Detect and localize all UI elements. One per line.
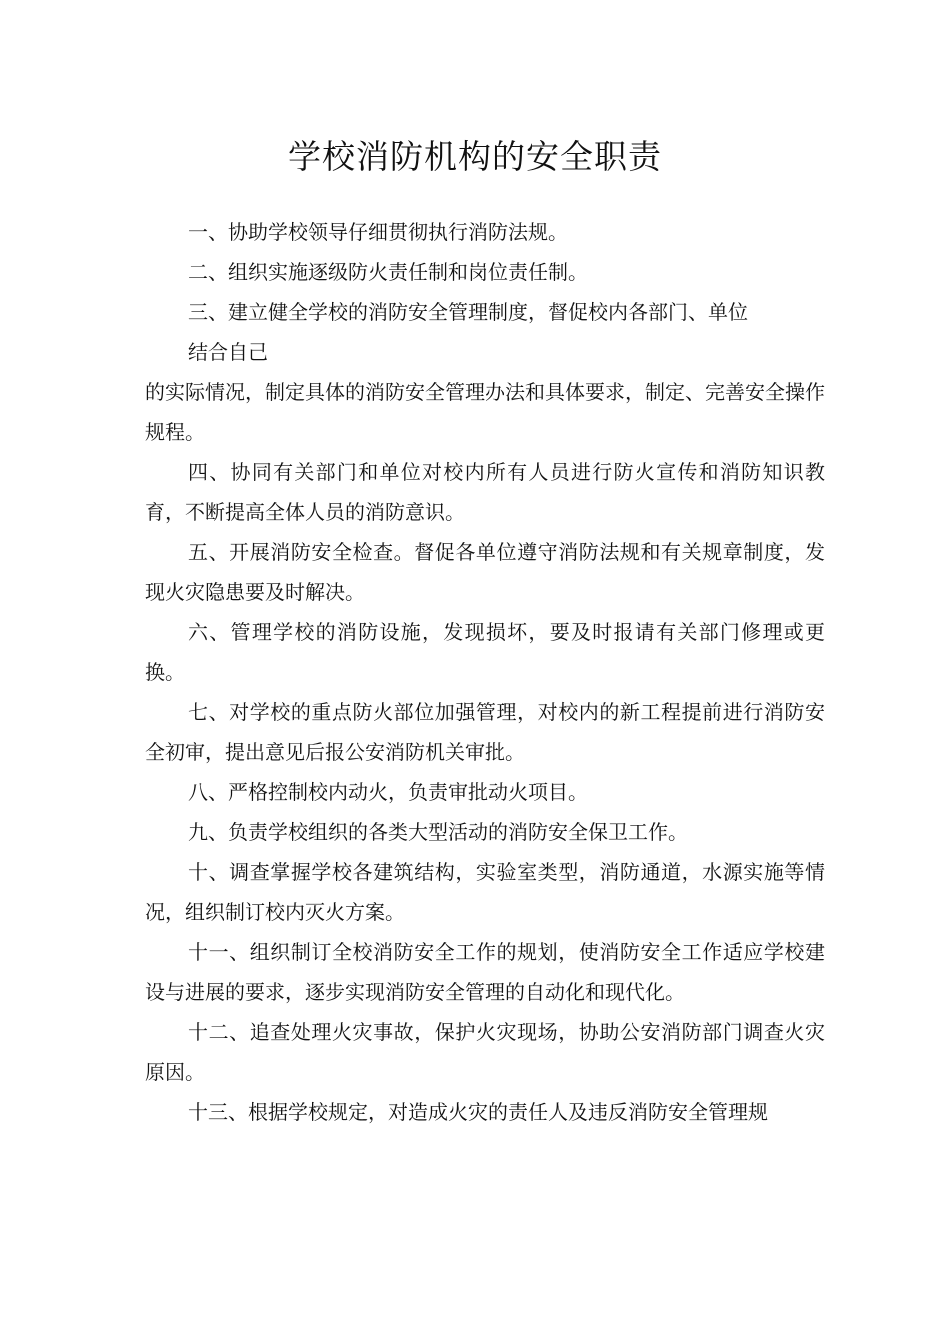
paragraph-3: 三、建立健全学校的消防安全管理制度，督促校内各部门、单位 [188, 300, 748, 324]
paragraph-9: 九、负责学校组织的各类大型活动的消防安全保卫工作。 [188, 820, 688, 844]
paragraph-7: 七、对学校的重点防火部位加强管理，对校内的新工程提前进行消防安全初审，提出意见后报公安消防机关审批。 [145, 700, 825, 764]
paragraph-4: 四、协同有关部门和单位对校内所有人员进行防火宣传和消防知识教育，不断提高全体人员的消防意识。 [145, 460, 825, 524]
paragraph-11: 十一、组织制订全校消防安全工作的规划，使消防安全工作适应学校建设与进展的要求，逐步实现消防安全管理的自动化和现代化。 [145, 940, 825, 1004]
paragraph-12: 十二、追查处理火灾事故，保护火灾现场，协助公安消防部门调查火灾原因。 [145, 1020, 825, 1084]
paragraph-2: 二、组织实施逐级防火责任制和岗位责任制。 [188, 260, 588, 284]
paragraph-8: 八、严格控制校内动火，负责审批动火项目。 [188, 780, 588, 804]
paragraph-5: 五、开展消防安全检查。督促各单位遵守消防法规和有关规章制度，发现火灾隐患要及时解决。 [145, 540, 825, 604]
paragraph-1: 一、协助学校领导仔细贯彻执行消防法规。 [188, 220, 568, 244]
paragraph-3-continuation: 的实际情况，制定具体的消防安全管理办法和具体要求，制定、完善安全操作规程。 [145, 380, 825, 444]
document-title: 学校消防机构的安全职责 [288, 137, 662, 177]
paragraph-13: 十三、根据学校规定，对造成火灾的责任人及违反消防安全管理规 [188, 1100, 768, 1124]
paragraph-3-fragment: 结合自己 [188, 340, 268, 364]
paragraph-6: 六、管理学校的消防设施，发现损坏，要及时报请有关部门修理或更换。 [145, 620, 825, 684]
paragraph-10: 十、调查掌握学校各建筑结构，实验室类型，消防通道，水源实施等情况，组织制订校内灭火方案。 [145, 860, 825, 924]
document-body [145, 212, 825, 1132]
